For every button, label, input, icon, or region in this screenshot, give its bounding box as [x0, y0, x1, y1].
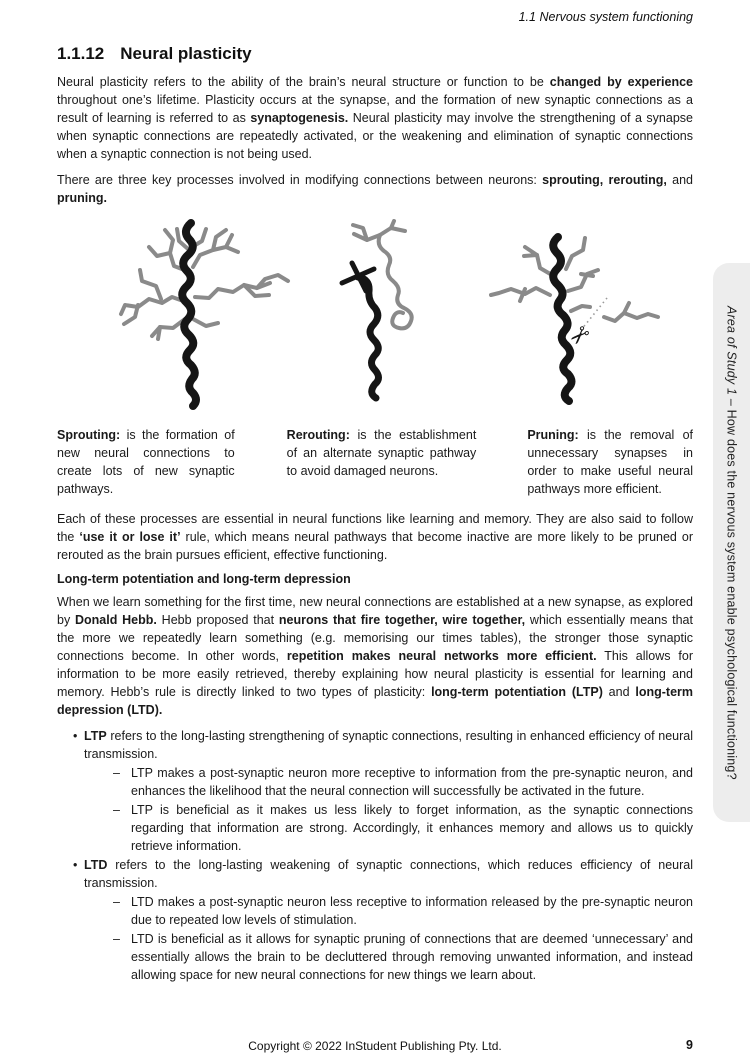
scissors-icon: ✂ — [561, 317, 596, 352]
area-of-study-label: Area of Study 1 – How does the nervous system enable psychological functioning? — [724, 305, 739, 780]
list-subitem-ltd-1: – LTD makes a post-synaptic neuron less receptive to information released by the pre-synaptic neuron due to repeated low levels of stimulation. — [113, 895, 693, 927]
caption-pruning: Pruning: is the removal of unnecessary synapses in order to make useful neural pathways more efficient. — [527, 428, 693, 496]
sprouting-neuron-figure — [113, 219, 298, 416]
paragraph-intro: Neural plasticity refers to the ability of the brain’s neural structure or function to be changed by experience throughout one’s lifetime. Plasticity occurs at the synapse, and the formation of new synaptic connections as a result of learning is referred to as synaptogenesis. Neural plasticity may involve the strengthening of a synapse when synaptic connections are repeatedly activated, or the weakening and elimination of synaptic connections when a synaptic connection is not being used. — [57, 75, 693, 161]
ltp-ltd-list — [57, 727, 693, 984]
figure-captions-row — [57, 426, 693, 498]
copyright-notice: Copyright © 2022 InStudent Publishing Pty. Ltd. — [248, 1039, 502, 1053]
dash-marker: – — [113, 803, 120, 817]
running-head: 1.1 Nervous system functioning — [518, 10, 693, 24]
pruning-neuron-figure — [476, 219, 661, 416]
caption-sprouting: Sprouting: is the formation of new neural connections to create lots of new synaptic pathways. — [57, 428, 235, 496]
page-footer — [57, 1039, 693, 1053]
dash-marker: – — [113, 766, 120, 780]
page-content — [57, 44, 693, 984]
section-title: Neural plasticity — [120, 44, 252, 63]
area-of-study-tab — [713, 263, 750, 822]
list-subitem-ltp-1: – LTP makes a post-synaptic neuron more receptive to information from the pre-synaptic neuron, and enhances the likelihood that the neural connection will successfully be activated in the future. — [113, 766, 693, 798]
list-subitem-ltp-2: – LTP is beneficial as it makes us less likely to forget information, as the synaptic connections regarding that information are strong. Accordingly, it enhances memory and allows us to quickly retrieve information. — [113, 803, 693, 853]
caption-rerouting: Rerouting: is the establishment of an alternate synaptic pathway to avoid damaged neurons. — [286, 428, 477, 478]
dash-marker: – — [113, 895, 120, 909]
section-number: 1.1.12 — [57, 44, 105, 63]
paragraph-use-it-or-lose-it: Each of these processes are essential in neural functions like learning and memory. They are also said to follow the ‘use it or lose it’ rule, which means neural pathways that become inactive are more likely to be pruned or rerouted as the brain pursues efficient, effective functioning. — [57, 512, 693, 562]
paragraph-hebb: When we learn something for the first time, new neural connections are established at a new synapse, as explored by Donald Hebb. Hebb proposed that neurons that fire together, wire together, which essentially means that the more we repeatedly learn something (e.g. memorising our times tables), the stronger those synaptic connections become. In other words, repetition makes neural networks more efficient. This allows for information to be more easily retrieved, thereby explaining how neural plasticity is essential for learning and memory. Hebb’s rule is directly linked to two types of plasticity: long-term potentiation (LTP) and long-term depression (LTD). — [57, 595, 693, 717]
paragraph-three-processes: There are three key processes involved in modifying connections between neurons: sprouting, rerouting, and pruning. — [57, 173, 693, 205]
page-title — [57, 44, 693, 64]
subheading-ltp-ltd: Long-term potentiation and long-term depression — [57, 572, 351, 586]
bullet-marker: • — [73, 729, 78, 743]
page-number: 9 — [686, 1038, 693, 1052]
bullet-marker: • — [73, 858, 78, 872]
neuron-figures-row — [57, 219, 693, 416]
list-subitem-ltd-2: – LTD is beneficial as it allows for synaptic pruning of connections that are deemed ‘unnecessary’ and essentially allows the brain to be decluttered through removing unwanted information, and instead allowing space for new neural connections for new things we learn about. — [113, 932, 693, 982]
list-item-ltp: • LTP refers to the long-lasting strengthening of synaptic connections, resulting in enhanced efficiency of neural transmission. — [73, 729, 693, 761]
dash-marker: – — [113, 932, 120, 946]
list-item-ltd: • LTD refers to the long-lasting weakening of synaptic connections, which reduces efficiency of neural transmission. — [73, 858, 693, 890]
rerouting-neuron-figure — [328, 219, 448, 409]
